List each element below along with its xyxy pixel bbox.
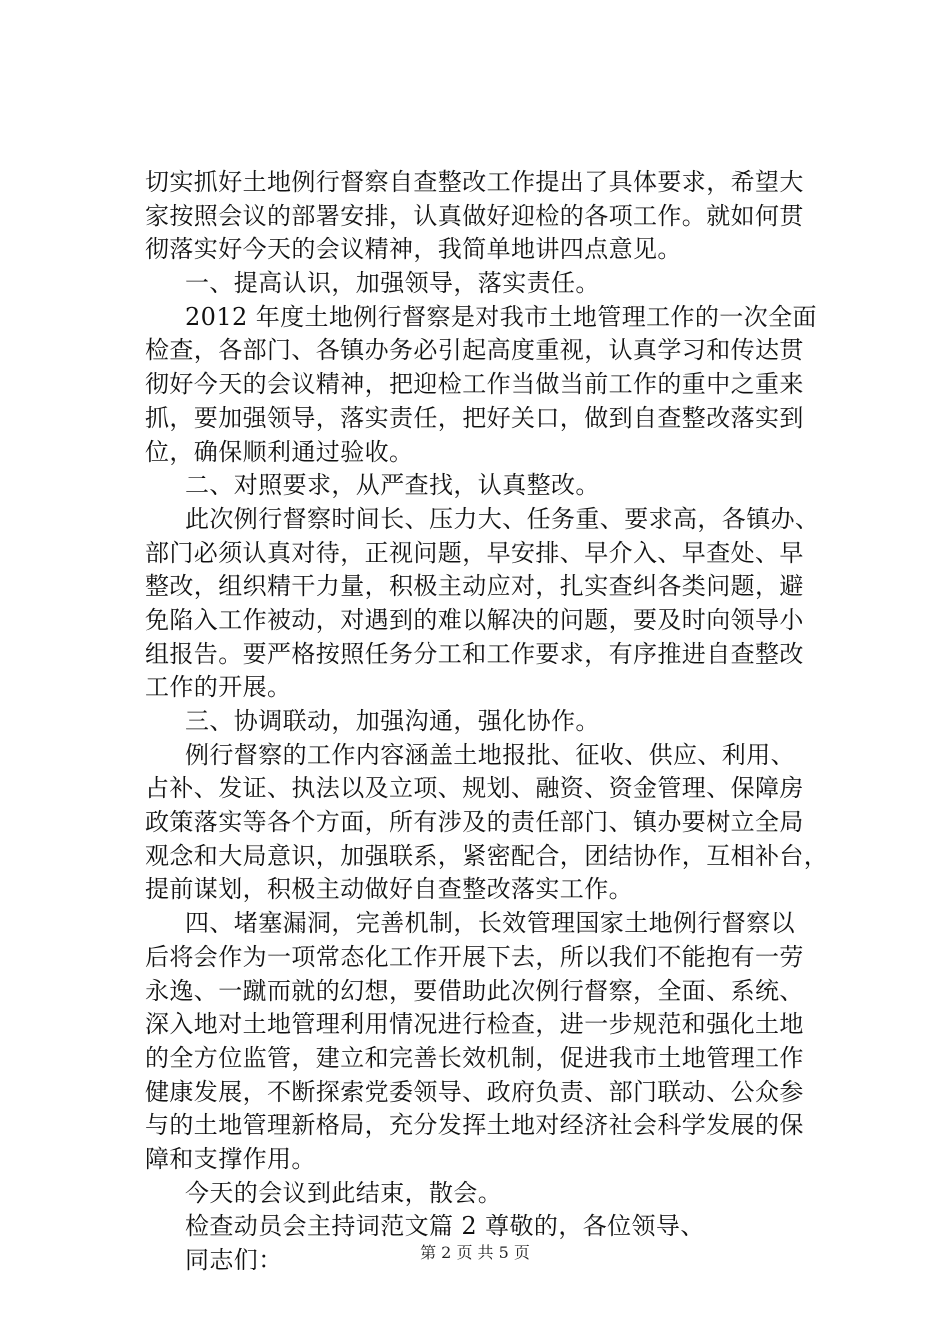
page-number-footer: 第 2 页 共 5 页 [420, 1243, 530, 1262]
text-line: 健康发展，不断探索党委领导、政府负责、部门联动、公众参 [145, 1077, 804, 1106]
text-line: 组报告。要严格按照任务分工和工作要求，有序推进自查整改 [145, 639, 804, 668]
text-line: 抓，要加强领导，落实责任，把好关口，做到自查整改落实到 [145, 403, 804, 432]
text-line: 例行督察的工作内容涵盖土地报批、征收、供应、利用、 [185, 740, 795, 769]
text-line: 深入地对土地管理利用情况进行检查，进一步规范和强化土地 [145, 1010, 804, 1039]
text-line: 彻落实好今天的会议精神，我简单地讲四点意见。 [145, 235, 682, 264]
text-line: 工作的开展。 [145, 673, 292, 702]
text-line: 检查，各部门、各镇办务必引起高度重视，认真学习和传达贯 [145, 336, 804, 365]
text-line: 与的土地管理新格局，充分发挥土地对经济社会科学发展的保 [145, 1111, 804, 1140]
text-line: 免陷入工作被动，对遇到的难以解决的问题，要及时向领导小 [145, 605, 804, 634]
text-line: 2012 年度土地例行督察是对我市土地管理工作的一次全面 [185, 302, 817, 331]
text-line: 障和支撑作用。 [145, 1144, 316, 1173]
text-line: 检查动员会主持词范文篇 2 尊敬的，各位领导、 [185, 1212, 705, 1241]
text-line: 观念和大局意识，加强联系，紧密配合，团结协作，互相补台， [145, 841, 829, 870]
document-body [145, 166, 835, 1278]
salutation-line: 同志们： [185, 1246, 283, 1274]
section-heading-4: 四、堵塞漏洞，完善机制，长效管理国家土地例行督察以 [185, 909, 795, 938]
text-line: 整改，组织精干力量，积极主动应对，扎实查纠各类问题，避 [145, 572, 804, 601]
text-line: 政策落实等各个方面，所有涉及的责任部门、镇办要树立全局 [145, 808, 804, 837]
text-line: 的全方位监管，建立和完善长效机制，促进我市土地管理工作 [145, 1043, 804, 1072]
text-line: 永逸、一蹴而就的幻想，要借助此次例行督察，全面、系统、 [145, 976, 804, 1005]
text-line: 此次例行督察时间长、压力大、任务重、要求高，各镇办、 [185, 504, 820, 533]
text-line: 彻好今天的会议精神，把迎检工作当做当前工作的重中之重来 [145, 370, 804, 399]
text-line: 位，确保顺利通过验收。 [145, 437, 414, 466]
section-heading-1: 一、提高认识，加强领导，落实责任。 [185, 269, 600, 298]
text-line: 部门必须认真对待，正视问题，早安排、早介入、早查处、早 [145, 538, 804, 567]
closing-line: 今天的会议到此结束，散会。 [185, 1178, 503, 1207]
text-line: 占补、发证、执法以及立项、规划、融资、资金管理、保障房 [145, 774, 804, 803]
text-line: 切实抓好土地例行督察自查整改工作提出了具体要求，希望大 [145, 168, 804, 196]
section-heading-2: 二、对照要求，从严查找，认真整改。 [185, 471, 600, 500]
text-line: 后将会作为一项常态化工作开展下去，所以我们不能抱有一劳 [145, 942, 804, 971]
section-heading-3: 三、协调联动，加强沟通，强化协作。 [185, 707, 600, 735]
text-line: 家按照会议的部署安排，认真做好迎检的各项工作。就如何贯 [145, 201, 804, 230]
text-line: 提前谋划，积极主动做好自查整改落实工作。 [145, 875, 633, 904]
